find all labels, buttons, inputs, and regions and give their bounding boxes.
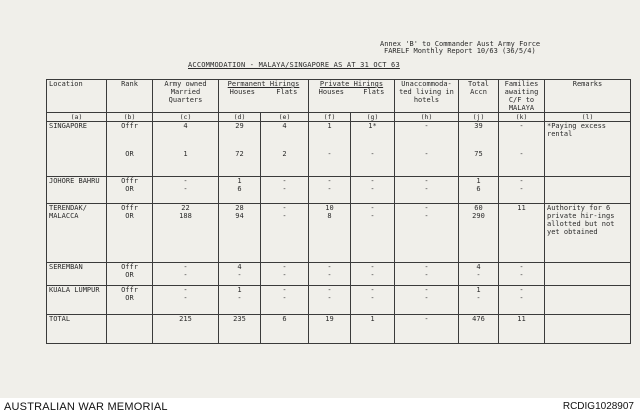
col-letter: (c) [153, 113, 219, 122]
priv-flats-total: 1 [351, 315, 395, 344]
header-rank: Rank [107, 80, 153, 113]
army-owned-total: 215 [153, 315, 219, 344]
perm-flats-cell: - - [261, 204, 309, 263]
header-priv-houses: Houses [318, 88, 344, 96]
perm-houses-cell: 29 72 [219, 122, 261, 177]
priv-houses-cell: 10 8 [309, 204, 351, 263]
table-row [47, 204, 631, 263]
col-letter: (d) [219, 113, 261, 122]
table-row [47, 286, 631, 315]
column-letter-row [47, 113, 631, 122]
unaccommodated-cell: - - [395, 204, 459, 263]
priv-houses-cell: - - [309, 286, 351, 315]
header-permanent-hirings: Permanent Hirings Houses Flats [219, 80, 309, 113]
rank-cell: Offr OR [107, 286, 153, 315]
table-header-row [47, 80, 631, 113]
report-reference: FARELF Monthly Report 10/63 (36/5/4) [384, 47, 536, 55]
priv-houses-cell: 1 - [309, 122, 351, 177]
unaccommodated-total: - [395, 315, 459, 344]
remarks-cell [545, 286, 631, 315]
perm-flats-cell: - - [261, 286, 309, 315]
families-cell: - - [499, 286, 545, 315]
priv-flats-cell: - - [351, 263, 395, 286]
col-letter: (b) [107, 113, 153, 122]
rank-cell: Offr OR [107, 263, 153, 286]
grand-total: 476 [459, 315, 499, 344]
annex-reference: Annex 'B' to Commander Aust Army Force [380, 40, 541, 48]
perm-flats-cell: - - [261, 263, 309, 286]
families-cell: - - [499, 122, 545, 177]
total-cell: 1 - [459, 286, 499, 315]
priv-houses-cell: - - [309, 263, 351, 286]
total-cell: 39 75 [459, 122, 499, 177]
priv-flats-cell: - - [351, 177, 395, 204]
col-letter: (l) [545, 113, 631, 122]
table-row [47, 122, 631, 177]
rank-cell: Offr OR [107, 122, 153, 177]
remarks-cell [545, 315, 631, 344]
perm-flats-cell: - - [261, 177, 309, 204]
rank-cell: Offr OR [107, 204, 153, 263]
families-total: 11 [499, 315, 545, 344]
remarks-cell [545, 263, 631, 286]
archive-footer [0, 398, 640, 416]
location-cell: SEREMBAN [47, 263, 107, 286]
header-army-owned: Army owned Married Quarters [153, 80, 219, 113]
families-cell: 11 [499, 204, 545, 263]
army-owned-cell: - - [153, 286, 219, 315]
col-letter: (e) [261, 113, 309, 122]
unaccommodated-cell: - - [395, 286, 459, 315]
unaccommodated-cell: - - [395, 263, 459, 286]
document-title: ACCOMMODATION - MALAYA/SINGAPORE AS AT 31 OCT 63 [188, 61, 400, 69]
header-families: Families awaiting C/F to MALAYA [499, 80, 545, 113]
perm-houses-cell: 4 - [219, 263, 261, 286]
header-unaccommodated: Unaccommoda-ted living in hotels [395, 80, 459, 113]
header-remarks: Remarks [545, 80, 631, 113]
location-cell: TERENDAK/ MALACCA [47, 204, 107, 263]
remarks-cell [545, 177, 631, 204]
col-letter: (j) [459, 113, 499, 122]
perm-flats-total: 6 [261, 315, 309, 344]
header-perm-flats: Flats [276, 88, 298, 96]
priv-flats-cell: - - [351, 286, 395, 315]
col-letter: (a) [47, 113, 107, 122]
location-cell: KUALA LUMPUR [47, 286, 107, 315]
priv-houses-cell: - - [309, 177, 351, 204]
total-cell: 4 - [459, 263, 499, 286]
army-owned-cell: - - [153, 263, 219, 286]
perm-houses-cell: 1 - [219, 286, 261, 315]
header-location: Location [47, 80, 107, 113]
header-total: Total Accn [459, 80, 499, 113]
table-row [47, 177, 631, 204]
header-private-hirings: Private Hirings Houses Flats [309, 80, 395, 113]
location-cell: SINGAPORE [47, 122, 107, 177]
total-row [47, 315, 631, 344]
unaccommodated-cell: - - [395, 122, 459, 177]
army-owned-cell: - - [153, 177, 219, 204]
col-letter: (f) [309, 113, 351, 122]
remarks-cell: Authority for 6 private hir-ings allotted but not yet obtained [545, 204, 631, 263]
col-letter: (k) [499, 113, 545, 122]
table-row [47, 263, 631, 286]
rank-cell [107, 315, 153, 344]
unaccommodated-cell: - - [395, 177, 459, 204]
perm-houses-cell: 28 94 [219, 204, 261, 263]
families-cell: - - [499, 263, 545, 286]
col-letter: (h) [395, 113, 459, 122]
location-cell: JOHORE BAHRU [47, 177, 107, 204]
accommodation-table [46, 79, 631, 344]
priv-flats-cell: - - [351, 204, 395, 263]
families-cell: - - [499, 177, 545, 204]
remarks-cell: *Paying excess rental [545, 122, 631, 177]
header-priv-flats: Flats [363, 88, 385, 96]
perm-houses-total: 235 [219, 315, 261, 344]
col-letter: (g) [351, 113, 395, 122]
total-cell: 1 6 [459, 177, 499, 204]
location-cell: TOTAL [47, 315, 107, 344]
rank-cell: Offr OR [107, 177, 153, 204]
army-owned-cell: 4 1 [153, 122, 219, 177]
institution-name: AUSTRALIAN WAR MEMORIAL [4, 401, 168, 413]
header-perm-houses: Houses [229, 88, 255, 96]
priv-houses-total: 19 [309, 315, 351, 344]
total-cell: 60 290 [459, 204, 499, 263]
record-code: RCDIG1028907 [562, 401, 634, 412]
army-owned-cell: 22 188 [153, 204, 219, 263]
perm-flats-cell: 4 2 [261, 122, 309, 177]
perm-houses-cell: 1 6 [219, 177, 261, 204]
priv-flats-cell: 1* - [351, 122, 395, 177]
